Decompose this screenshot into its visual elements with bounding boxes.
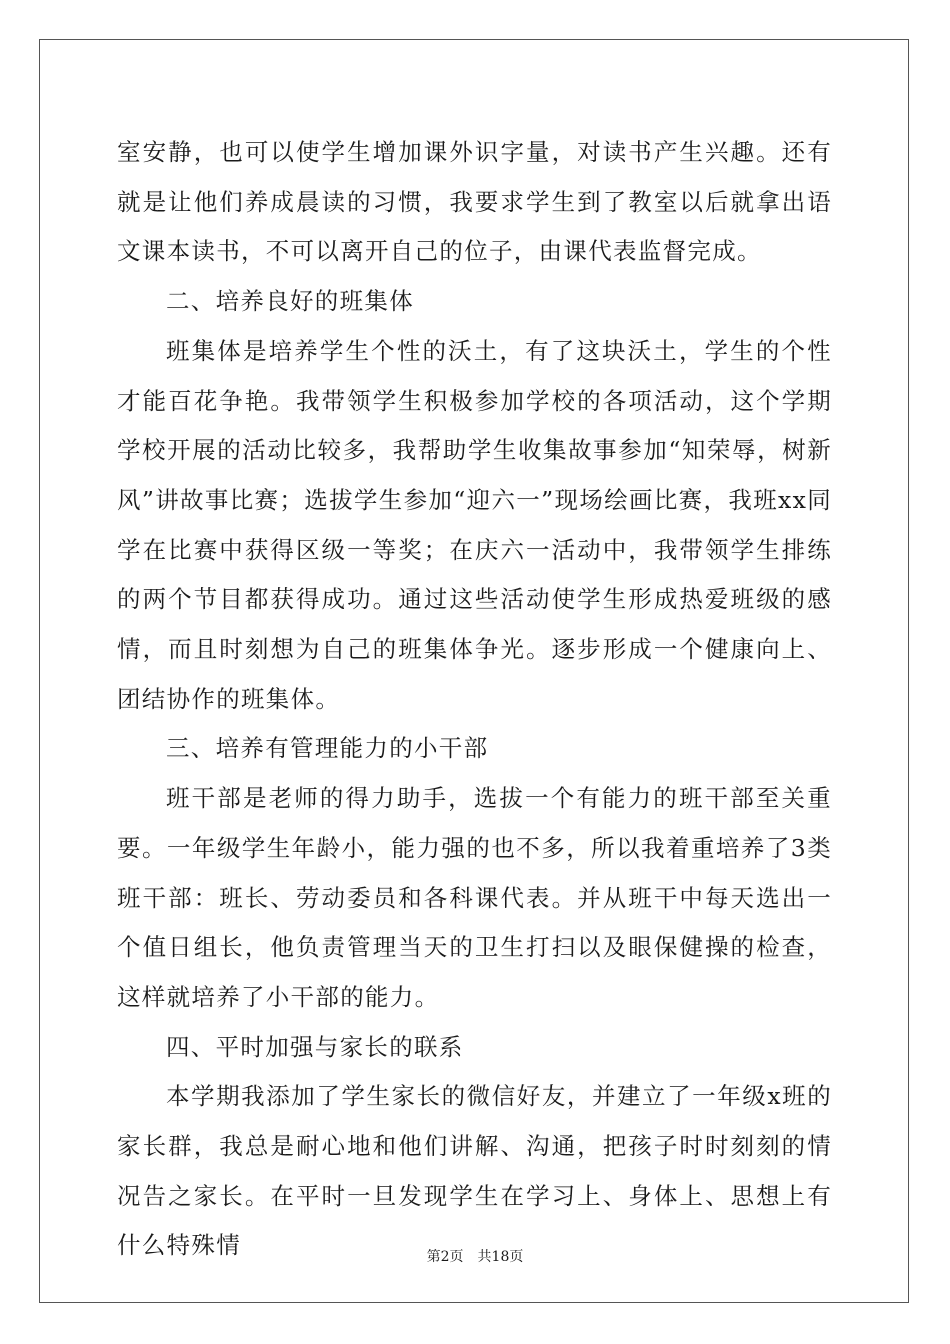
section-heading-4: 四、平时加强与家长的联系: [166, 1032, 464, 1061]
paragraph-continued: 室安静，也可以使学生增加课外识字量，对读书产生兴趣。还有就是让他们养成晨读的习惯，我要求学生到了教室以后就拿出语文课本读书，不可以离开自己的位子，由课代表监督完成。: [117, 138, 832, 266]
paragraph-class-collective: 班集体是培养学生个性的沃土，有了这块沃土，学生的个性才能百花争艳。我带领学生积极参加学校的各项活动，这个学期学校开展的活动比较多，我帮助学生收集故事参加“知荣辱，树新风”讲故事比赛；选拔学生参加“迎六一”现场绘画比赛，我班xx同学在比赛中获得区级一等奖；在庆六一活动中，我带领学生排练的两个节目都获得成功。通过这些活动使学生形成热爱班级的感情，而且时刻想为自己的班集体争光。逐步形成一个健康向上、团结协作的班集体。: [117, 336, 832, 713]
section-heading-2: 二、培养良好的班集体: [166, 287, 414, 316]
paragraph-parent-contact: 本学期我添加了学生家长的微信好友，并建立了一年级x班的家长群，我总是耐心地和他们讲解、沟通，把孩子时时刻刻的情况告之家长。在平时一旦发现学生在学习上、身体上、思想上有什么特殊情: [117, 1082, 832, 1260]
section-heading-3: 三、培养有管理能力的小干部: [166, 734, 489, 763]
paragraph-class-cadres: 班干部是老师的得力助手，选拔一个有能力的班干部至关重要。一年级学生年龄小，能力强的也不多，所以我着重培养了3类班干部：班长、劳动委员和各科课代表。并从班干中每天选出一个值日组长，他负责管理当天的卫生打扫以及眼保健操的检查，这样就培养了小干部的能力。: [117, 784, 832, 1011]
page-number-footer: 第2页 共18页: [426, 1249, 524, 1265]
document-body: [117, 128, 832, 1271]
